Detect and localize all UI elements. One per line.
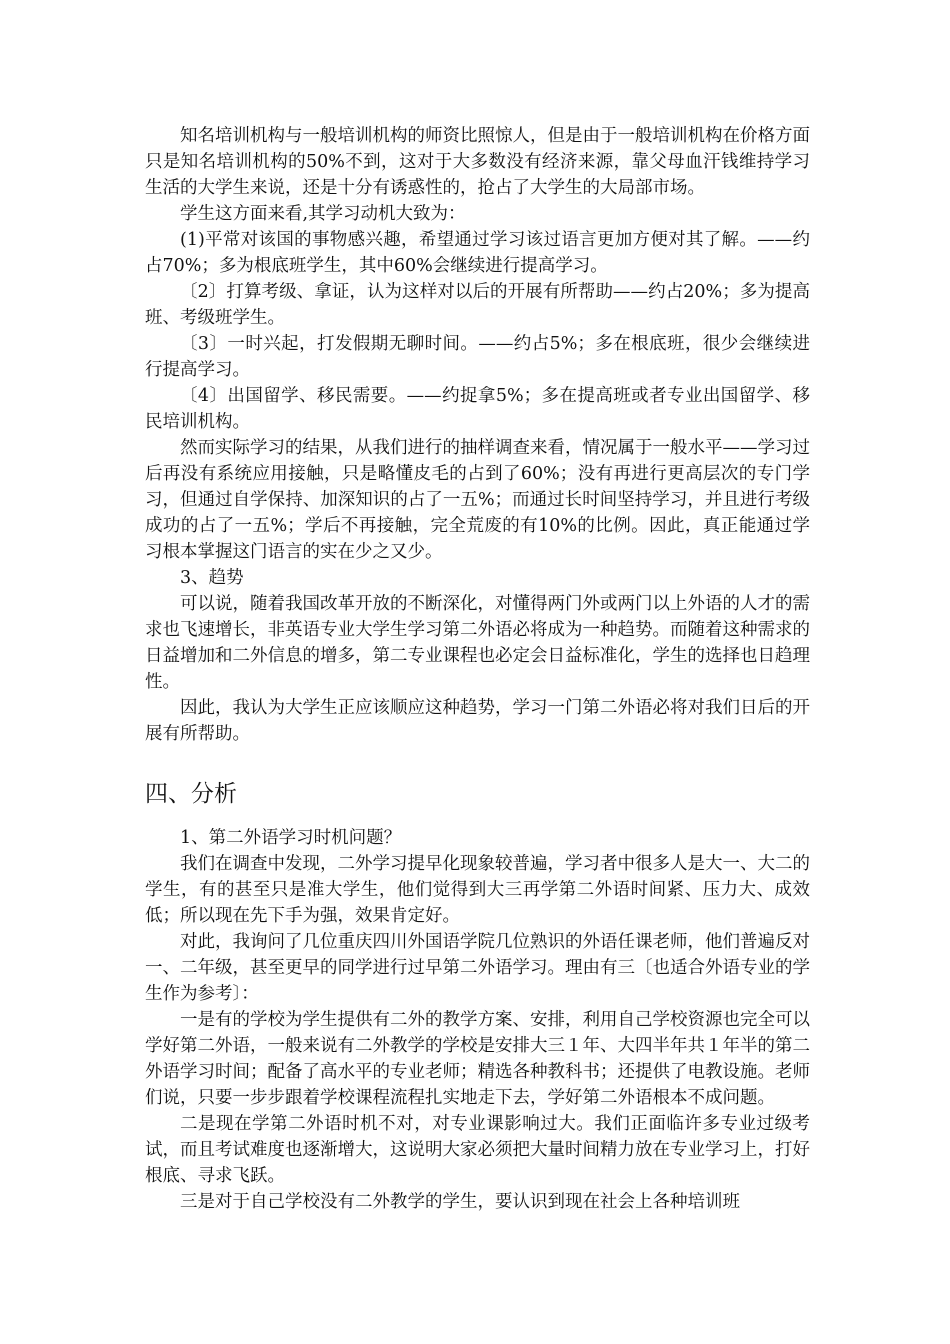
paragraph: 一是有的学校为学生提供有二外的教学方案、安排，利用自己学校资源也完全可以学好第二外语，一般来说有二外教学的学校是安排大三１年、大四半年共１年半的第二外语学习时间；配备了高水平的专业老师；精选各种教科书；还提供了电教设施。老师们说，只要一步步跟着学校课程流程扎实地走下去，学好第二外语根本不成问题。 (145, 1010, 810, 1108)
paragraph: 我们在调查中发现，二外学习提早化现象较普遍，学习者中很多人是大一、大二的学生，有的甚至只是准大学生，他们觉得到大三再学第二外语时间紧、压力大、成效低；所以现在先下手为强，效果肯定好。 (145, 854, 810, 926)
paragraph: 〔3〕一时兴起，打发假期无聊时间。——约占5%；多在根底班，很少会继续进行提高学习。 (145, 334, 810, 380)
paragraph: 可以说，随着我国改革开放的不断深化，对懂得两门外或两门以上外语的人才的需求也飞速增长，非英语专业大学生学习第二外语必将成为一种趋势。而随着这种需求的日益增加和二外信息的增多，第二专业课程也必定会日益标准化，学生的选择也日趋理性。 (145, 594, 810, 692)
section-heading: 四、分析 (145, 781, 237, 807)
paragraph: 知名培训机构与一般培训机构的师资比照惊人，但是由于一般培训机构在价格方面只是知名培训机构的50%不到，这对于大多数没有经济来源，靠父母血汗钱维持学习生活的大学生来说，还是十分有诱惑性的，抢占了大学生的大局部市场。 (145, 126, 810, 198)
paragraph: 对此，我询问了几位重庆四川外国语学院几位熟识的外语任课老师，他们普遍反对一、二年级，甚至更早的同学进行过早第二外语学习。理由有三〔也适合外语专业的学生作为参考〕： (145, 932, 810, 1004)
paragraph: 〔2〕打算考级、拿证，认为这样对以后的开展有所帮助——约占20%；多为提高班、考级班学生。 (145, 282, 810, 328)
paragraph: 三是对于自己学校没有二外教学的学生，要认识到现在社会上各种培训班 (180, 1192, 740, 1212)
document-body (145, 123, 810, 1215)
paragraph: 然而实际学习的结果，从我们进行的抽样调查来看，情况属于一般水平——学习过后再没有系统应用接触，只是略懂皮毛的占到了60%；没有再进行更高层次的专门学习，但通过自学保持、加深知识的占了一五%；而通过长时间坚持学习，并且进行考级成功的占了一五%；学后不再接触，完全荒废的有10%的比例。因此，真正能通过学习根本掌握这门语言的实在少之又少。 (145, 438, 810, 562)
paragraph: 学生这方面来看,其学习动机大致为： (180, 204, 466, 224)
subheading-timing: 1、第二外语学习时机问题？ (180, 828, 402, 848)
paragraph: 二是现在学第二外语时机不对，对专业课影响过大。我们正面临许多专业过级考试，而且考试难度也逐渐增大，这说明大家必须把大量时间精力放在专业学习上，打好根底、寻求飞跃。 (145, 1114, 810, 1186)
subheading-trend: 3、趋势 (180, 568, 244, 588)
paragraph: (1)平常对该国的事物感兴趣，希望通过学习该过语言更加方便对其了解。——约占70%；多为根底班学生，其中60%会继续进行提高学习。 (145, 230, 810, 276)
paragraph: 因此，我认为大学生正应该顺应这种趋势，学习一门第二外语必将对我们日后的开展有所帮助。 (145, 698, 810, 744)
paragraph: 〔4〕出国留学、移民需要。——约捉拿5%；多在提高班或者专业出国留学、移民培训机构。 (145, 386, 810, 432)
